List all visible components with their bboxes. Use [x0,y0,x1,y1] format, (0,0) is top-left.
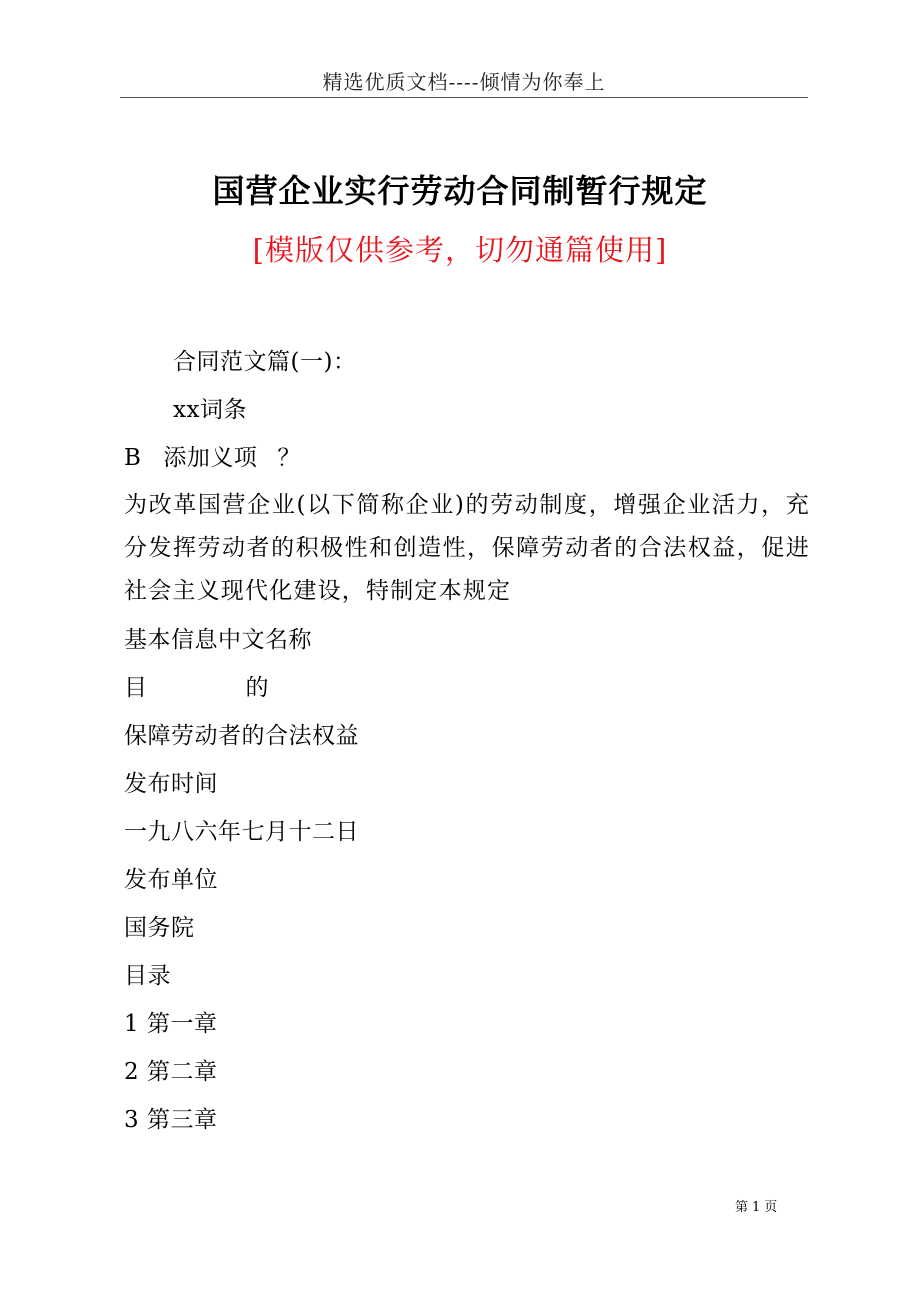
publish-time-label: 发布时间 [124,771,218,797]
header-rule [120,97,808,98]
publisher-label: 发布单位 [124,867,218,893]
help-mark: ？ [277,445,301,471]
purpose-value: 保障劳动者的合法权益 [124,723,359,749]
edit-row [124,434,810,482]
document-body [124,338,810,1144]
purpose-label: 目 的 [124,675,269,701]
toc-item[interactable]: 2 第二章 [124,1059,218,1085]
template-notice: [模版仅供参考，切勿通篇使用] [252,233,668,267]
toc-label: 目录 [124,963,171,989]
publish-time-value: 一九八六年七月十二日 [124,819,359,845]
intro-paragraph: 为改革国营企业(以下简称企业)的劳动制度，增强企业活力，充分发挥劳动者的积极性和创造性，保障劳动者的合法权益，促进社会主义现代化建设，特制定本规定 [124,492,810,604]
entry-label: xx词条 [173,397,247,423]
page-header: 精选优质文档----倾情为你奉上 [322,70,606,94]
toc-item[interactable]: 3 第三章 [124,1107,218,1133]
document-title: 国营企业实行劳动合同制暂行规定 [212,172,708,210]
add-sense-link[interactable]: 添加义项 [163,445,258,471]
info-heading: 基本信息中文名称 [124,627,312,653]
edit-row-letter: B [124,445,142,471]
publisher-value: 国务院 [124,915,195,941]
toc-item[interactable]: 1 第一章 [124,1011,218,1037]
section-label: 合同范文篇(一)： [173,349,357,375]
page-number: 第 1 页 [735,1200,778,1215]
